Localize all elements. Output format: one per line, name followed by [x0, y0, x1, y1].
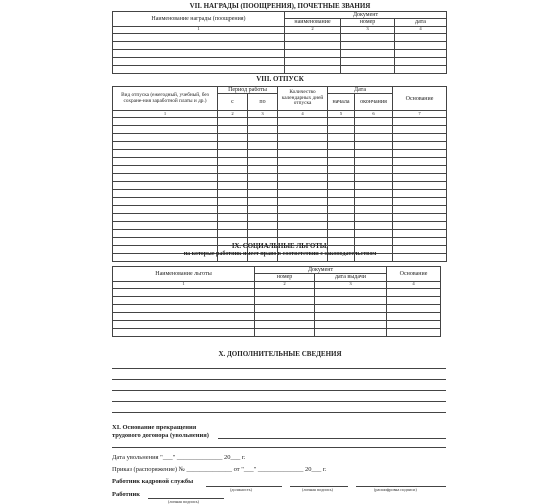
benefits-col-document: Документ: [255, 267, 387, 274]
benefits-cell[interactable]: [255, 296, 315, 304]
vacation-col-end: окончания: [355, 94, 393, 111]
vacation-cell[interactable]: [328, 150, 355, 158]
section9-title: IX. СОЦИАЛЬНЫЕ ЛЬГОТЫ,: [231, 243, 329, 250]
section11-title: XI. Основание прекращения: [112, 424, 197, 431]
awards-col-doc-date: дата: [395, 19, 447, 26]
benefits-cell[interactable]: [255, 304, 315, 312]
benefits-cell[interactable]: [315, 320, 387, 328]
awards-cell[interactable]: [113, 41, 285, 49]
vacation-cell[interactable]: [328, 118, 355, 126]
vacation-cell[interactable]: [328, 230, 355, 238]
vacation-cell[interactable]: [328, 126, 355, 134]
vacation-col-basis: Основание: [393, 87, 447, 111]
vacation-cell[interactable]: [218, 190, 248, 198]
vacation-cell[interactable]: [328, 198, 355, 206]
vacation-cell[interactable]: [393, 190, 447, 198]
awards-cell[interactable]: [395, 65, 447, 73]
vacation-cell[interactable]: [248, 190, 278, 198]
vacation-cell[interactable]: [355, 150, 393, 158]
benefits-cell[interactable]: [387, 304, 441, 312]
vacation-cell[interactable]: [278, 206, 328, 214]
awards-table: [112, 11, 447, 74]
vacation-cell[interactable]: [393, 142, 447, 150]
vacation-cell[interactable]: [393, 166, 447, 174]
col-number: 2: [255, 281, 315, 288]
vacation-cell[interactable]: [248, 158, 278, 166]
awards-cell[interactable]: [341, 49, 395, 57]
benefits-cell[interactable]: [315, 288, 387, 296]
vacation-cell[interactable]: [218, 230, 248, 238]
vacation-cell[interactable]: [328, 214, 355, 222]
vacation-cell[interactable]: [328, 158, 355, 166]
vacation-cell[interactable]: [248, 182, 278, 190]
awards-cell[interactable]: [113, 57, 285, 65]
col-number: 4: [395, 26, 447, 33]
col-number: 4: [387, 281, 441, 288]
vacation-col-from: с: [218, 94, 248, 111]
vacation-cell[interactable]: [355, 142, 393, 150]
vacation-cell[interactable]: [355, 126, 393, 134]
vacation-cell[interactable]: [248, 166, 278, 174]
col-number: 3: [341, 26, 395, 33]
vacation-cell[interactable]: [278, 190, 328, 198]
vacation-cell[interactable]: [328, 166, 355, 174]
benefits-table: [112, 266, 441, 337]
vacation-cell[interactable]: [113, 214, 218, 222]
section8-title: VIII. ОТПУСК: [256, 75, 304, 83]
vacation-cell[interactable]: [355, 166, 393, 174]
vacation-cell[interactable]: [278, 118, 328, 126]
vacation-cell[interactable]: [328, 190, 355, 198]
col-number: 1: [113, 26, 285, 33]
vacation-cell[interactable]: [218, 214, 248, 222]
awards-cell[interactable]: [285, 57, 341, 65]
vacation-cell[interactable]: [278, 142, 328, 150]
vacation-cell[interactable]: [248, 142, 278, 150]
vacation-cell[interactable]: [355, 214, 393, 222]
benefits-cell[interactable]: [315, 312, 387, 320]
vacation-cell[interactable]: [248, 126, 278, 134]
col-number: 2: [218, 111, 248, 118]
vacation-cell[interactable]: [248, 174, 278, 182]
additional-info-line[interactable]: [112, 390, 446, 391]
vacation-cell[interactable]: [393, 222, 447, 230]
vacation-cell[interactable]: [355, 118, 393, 126]
vacation-cell[interactable]: [113, 190, 218, 198]
benefits-cell[interactable]: [113, 296, 255, 304]
vacation-cell[interactable]: [248, 198, 278, 206]
vacation-cell[interactable]: [218, 206, 248, 214]
awards-cell[interactable]: [395, 41, 447, 49]
col-number: 3: [315, 281, 387, 288]
vacation-cell[interactable]: [355, 206, 393, 214]
decode-caption: (расшифровка подписи): [374, 487, 417, 492]
vacation-col-days: Количество календарных дней отпуска: [278, 87, 328, 111]
col-number: 1: [113, 111, 218, 118]
vacation-cell[interactable]: [278, 222, 328, 230]
vacation-col-start: начала: [328, 94, 355, 111]
col-number: 5: [328, 111, 355, 118]
vacation-cell[interactable]: [328, 174, 355, 182]
vacation-cell[interactable]: [278, 230, 328, 238]
benefits-cell[interactable]: [113, 304, 255, 312]
vacation-cell[interactable]: [328, 206, 355, 214]
order-field[interactable]: Приказ (распоряжение) № ______________ от "___" ______________ 20___ г.: [112, 466, 327, 473]
vacation-cell[interactable]: [278, 166, 328, 174]
awards-cell[interactable]: [113, 65, 285, 73]
vacation-cell[interactable]: [113, 206, 218, 214]
vacation-cell[interactable]: [218, 126, 248, 134]
vacation-cell[interactable]: [248, 206, 278, 214]
hr-worker-label: Работник кадровой службы: [112, 478, 194, 485]
vacation-cell[interactable]: [113, 198, 218, 206]
awards-cell[interactable]: [395, 33, 447, 41]
vacation-cell[interactable]: [393, 206, 447, 214]
vacation-cell[interactable]: [113, 182, 218, 190]
benefits-cell[interactable]: [387, 288, 441, 296]
benefits-col-issue-date: дата выдачи: [315, 274, 387, 281]
vacation-table: [112, 86, 447, 262]
vacation-cell[interactable]: [355, 198, 393, 206]
vacation-cell[interactable]: [218, 158, 248, 166]
additional-info-line[interactable]: [112, 412, 446, 413]
awards-cell[interactable]: [285, 33, 341, 41]
vacation-cell[interactable]: [328, 222, 355, 230]
awards-cell[interactable]: [341, 65, 395, 73]
vacation-cell[interactable]: [218, 166, 248, 174]
section11-subtitle: трудового договора (увольнения): [112, 432, 209, 439]
vacation-cell[interactable]: [113, 222, 218, 230]
vacation-cell[interactable]: [218, 174, 248, 182]
position-caption: (должность): [230, 487, 252, 492]
col-number: 4: [278, 111, 328, 118]
worker-signature-caption: (личная подпись): [168, 499, 199, 504]
vacation-cell[interactable]: [248, 118, 278, 126]
additional-info-line[interactable]: [112, 368, 446, 369]
vacation-cell[interactable]: [218, 198, 248, 206]
vacation-cell[interactable]: [113, 142, 218, 150]
vacation-cell[interactable]: [355, 134, 393, 142]
vacation-cell[interactable]: [393, 126, 447, 134]
vacation-cell[interactable]: [393, 118, 447, 126]
benefits-cell[interactable]: [113, 328, 255, 336]
section9-subtitle: на которые работник имеет право в соответствии с законодательством: [183, 251, 377, 257]
vacation-cell[interactable]: [355, 174, 393, 182]
worker-label: Работник: [112, 491, 140, 498]
vacation-cell[interactable]: [393, 134, 447, 142]
vacation-cell[interactable]: [113, 166, 218, 174]
awards-col-doc-number: номер: [341, 19, 395, 26]
dismissal-date-field[interactable]: Дата увольнения "___" ______________ 20___ г.: [112, 454, 246, 461]
awards-cell[interactable]: [113, 33, 285, 41]
benefits-cell[interactable]: [113, 312, 255, 320]
awards-cell[interactable]: [285, 65, 341, 73]
awards-cell[interactable]: [113, 49, 285, 57]
awards-cell[interactable]: [285, 41, 341, 49]
benefits-cell[interactable]: [113, 288, 255, 296]
awards-cell[interactable]: [341, 33, 395, 41]
section7-title: VII. НАГРАДЫ (ПООЩРЕНИЯ), ПОЧЕТНЫЕ ЗВАНИЯ: [189, 2, 371, 10]
vacation-cell[interactable]: [278, 150, 328, 158]
benefits-cell[interactable]: [387, 312, 441, 320]
vacation-cell[interactable]: [218, 182, 248, 190]
vacation-cell[interactable]: [278, 134, 328, 142]
benefits-cell[interactable]: [387, 320, 441, 328]
vacation-cell[interactable]: [393, 182, 447, 190]
vacation-cell[interactable]: [393, 214, 447, 222]
col-number: 3: [248, 111, 278, 118]
vacation-col-to: по: [248, 94, 278, 111]
col-number: 6: [355, 111, 393, 118]
vacation-cell[interactable]: [278, 214, 328, 222]
awards-col-document: Документ: [285, 12, 447, 19]
benefits-col-name: Наименование льготы: [113, 267, 255, 282]
vacation-cell[interactable]: [278, 126, 328, 134]
awards-cell[interactable]: [395, 57, 447, 65]
benefits-cell[interactable]: [315, 304, 387, 312]
vacation-cell[interactable]: [355, 190, 393, 198]
col-number: 1: [113, 281, 255, 288]
benefits-col-basis: Основание: [387, 267, 441, 282]
signature-caption: (личная подпись): [302, 487, 333, 492]
vacation-cell[interactable]: [355, 158, 393, 166]
col-number: 2: [285, 26, 341, 33]
termination-basis-line[interactable]: [218, 438, 446, 439]
vacation-cell[interactable]: [355, 222, 393, 230]
vacation-cell[interactable]: [113, 118, 218, 126]
benefits-cell[interactable]: [113, 320, 255, 328]
vacation-cell[interactable]: [113, 150, 218, 158]
col-number: 7: [393, 111, 447, 118]
vacation-cell[interactable]: [218, 118, 248, 126]
vacation-cell[interactable]: [113, 158, 218, 166]
benefits-cell[interactable]: [315, 296, 387, 304]
vacation-cell[interactable]: [328, 134, 355, 142]
vacation-cell[interactable]: [248, 214, 278, 222]
benefits-cell[interactable]: [387, 328, 441, 336]
vacation-cell[interactable]: [113, 126, 218, 134]
additional-info-line[interactable]: [112, 379, 446, 380]
benefits-cell[interactable]: [315, 328, 387, 336]
vacation-cell[interactable]: [355, 182, 393, 190]
vacation-cell[interactable]: [278, 182, 328, 190]
benefits-cell[interactable]: [255, 320, 315, 328]
section10-title: X. ДОПОЛНИТЕЛЬНЫЕ СВЕДЕНИЯ: [218, 350, 342, 358]
additional-info-line[interactable]: [112, 401, 446, 402]
awards-cell[interactable]: [341, 57, 395, 65]
vacation-cell[interactable]: [113, 174, 218, 182]
vacation-cell[interactable]: [218, 134, 248, 142]
termination-basis-line[interactable]: [112, 447, 446, 448]
vacation-cell[interactable]: [328, 182, 355, 190]
benefits-cell[interactable]: [387, 296, 441, 304]
vacation-cell[interactable]: [278, 158, 328, 166]
vacation-cell[interactable]: [328, 142, 355, 150]
vacation-cell[interactable]: [393, 230, 447, 238]
vacation-cell[interactable]: [248, 134, 278, 142]
awards-cell[interactable]: [395, 49, 447, 57]
vacation-col-type: Вид отпуска (ежегодный, учебный, без сохране-ния заработной платы и др.): [113, 87, 218, 111]
vacation-cell[interactable]: [393, 158, 447, 166]
vacation-cell[interactable]: [218, 150, 248, 158]
vacation-cell[interactable]: [278, 198, 328, 206]
benefits-cell[interactable]: [255, 288, 315, 296]
benefits-cell[interactable]: [255, 312, 315, 320]
vacation-cell[interactable]: [393, 150, 447, 158]
vacation-cell[interactable]: [113, 230, 218, 238]
vacation-cell[interactable]: [393, 198, 447, 206]
vacation-cell[interactable]: [278, 174, 328, 182]
benefits-cell[interactable]: [255, 328, 315, 336]
vacation-cell[interactable]: [355, 230, 393, 238]
vacation-cell[interactable]: [393, 174, 447, 182]
vacation-col-period: Период работы: [218, 87, 278, 94]
benefits-col-number: номер: [255, 274, 315, 281]
awards-cell[interactable]: [285, 49, 341, 57]
awards-cell[interactable]: [341, 41, 395, 49]
vacation-cell[interactable]: [218, 222, 248, 230]
vacation-col-date: Дата: [328, 87, 393, 94]
vacation-cell[interactable]: [113, 134, 218, 142]
vacation-cell[interactable]: [248, 150, 278, 158]
vacation-cell[interactable]: [218, 142, 248, 150]
vacation-cell[interactable]: [248, 222, 278, 230]
vacation-cell[interactable]: [248, 230, 278, 238]
awards-col-doc-name: наименование: [285, 19, 341, 26]
awards-col-name: Наименование награды (поощрения): [113, 12, 285, 27]
